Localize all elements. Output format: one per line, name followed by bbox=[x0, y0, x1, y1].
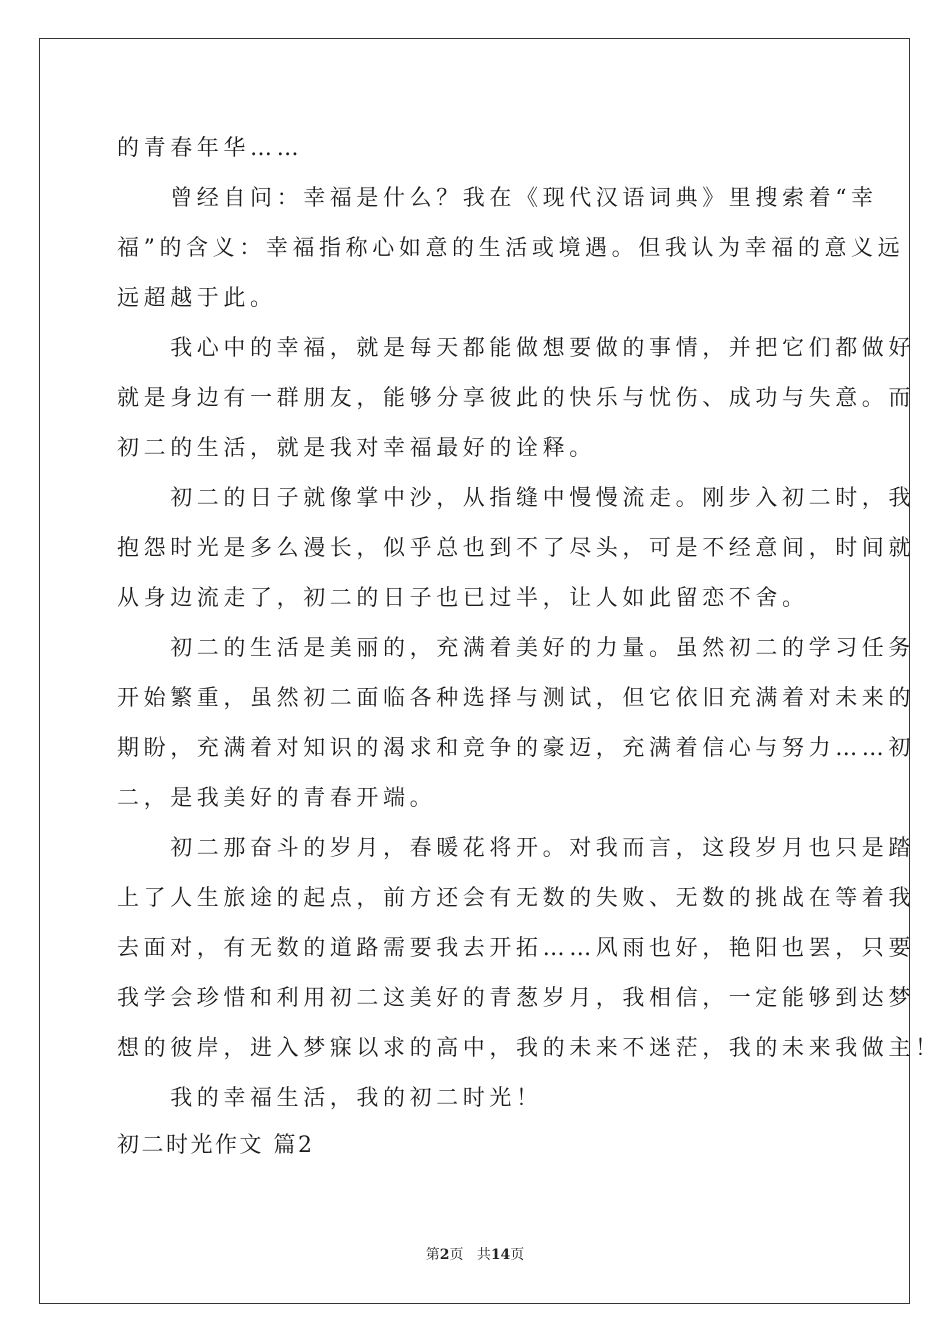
total-suffix: 页 bbox=[510, 1247, 525, 1263]
text-line: 福”的含义：幸福指称心如意的生活或境遇。但我认为幸福的意义远 bbox=[117, 236, 905, 261]
page-suffix: 页 bbox=[449, 1247, 464, 1263]
page-number: 2 bbox=[439, 1247, 450, 1263]
total-prefix: 共 bbox=[476, 1247, 491, 1263]
text-line: 想的彼岸，进入梦寐以求的高中，我的未来不迷茫，我的未来我做主！ bbox=[117, 1036, 942, 1061]
text-line: 的青春年华…… bbox=[117, 136, 304, 161]
text-line: 远超越于此。 bbox=[117, 286, 277, 311]
text-line: 初二的生活，就是我对幸福最好的诠释。 bbox=[117, 436, 596, 461]
page-border bbox=[39, 38, 910, 1304]
total-pages: 14 bbox=[490, 1247, 511, 1263]
text-line: 抱怨时光是多么漫长，似乎总也到不了尽头，可是不经意间，时间就 bbox=[117, 536, 916, 561]
text-line: 我的幸福生活，我的初二时光！ bbox=[117, 1086, 543, 1111]
text-line: 去面对，有无数的道路需要我去开拓……风雨也好，艳阳也罢，只要 bbox=[117, 936, 916, 961]
text-line: 初二的生活是美丽的，充满着美好的力量。虽然初二的学习任务 bbox=[117, 636, 916, 661]
text-line: 二，是我美好的青春开端。 bbox=[117, 786, 437, 811]
text-line: 从身边流走了，初二的日子也已过半，让人如此留恋不舍。 bbox=[117, 586, 809, 611]
text-line: 期盼，充满着对知识的渴求和竞争的豪迈，充满着信心与努力……初 bbox=[117, 736, 916, 761]
text-line: 初二的日子就像掌中沙，从指缝中慢慢流走。刚步入初二时，我 bbox=[117, 486, 916, 511]
text-line: 就是身边有一群朋友，能够分享彼此的快乐与忧伤、成功与失意。而 bbox=[117, 386, 916, 411]
text-line: 初二那奋斗的岁月，春暖花将开。对我而言，这段岁月也只是踏 bbox=[117, 836, 916, 861]
page-prefix: 第 bbox=[425, 1247, 440, 1263]
text-line: 开始繁重，虽然初二面临各种选择与测试，但它依旧充满着对未来的 bbox=[117, 686, 916, 711]
text-line: 我学会珍惜和利用初二这美好的青葱岁月，我相信，一定能够到达梦 bbox=[117, 986, 916, 1011]
text-line: 我心中的幸福，就是每天都能做想要做的事情，并把它们都做好 bbox=[117, 336, 916, 361]
page-footer bbox=[0, 1246, 950, 1264]
text-line: 上了人生旅途的起点，前方还会有无数的失败、无数的挑战在等着我 bbox=[117, 886, 916, 911]
section-heading: 初二时光作文 篇2 bbox=[117, 1133, 315, 1158]
text-line: 曾经自问：幸福是什么？我在《现代汉语词典》里搜索着“幸 bbox=[117, 186, 878, 211]
